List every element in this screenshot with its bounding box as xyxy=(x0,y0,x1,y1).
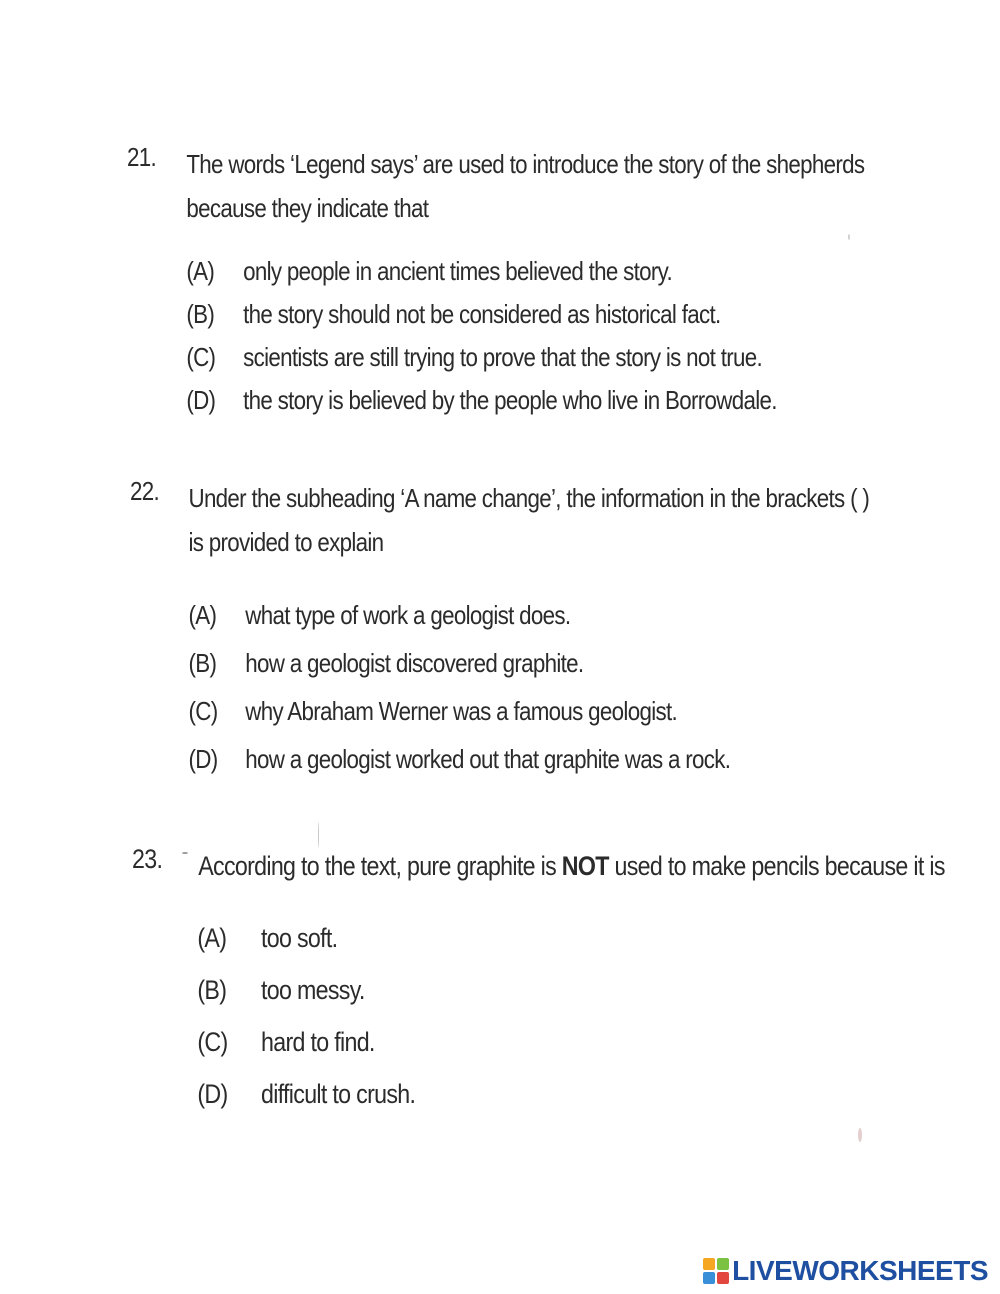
scan-mark xyxy=(858,1128,862,1142)
question-text-start: According to the text, pure graphite is xyxy=(198,851,562,881)
logo-square-br xyxy=(717,1272,729,1284)
liveworksheets-logo-text: LIVEWORKSHEETS xyxy=(732,1255,988,1286)
option-text: scientists are still trying to prove that the story is not true. xyxy=(243,342,763,372)
option-letter: (B) xyxy=(197,975,227,1005)
option-text: only people in ancient times believed the story. xyxy=(243,256,673,286)
scan-mark xyxy=(848,234,850,240)
logo-square-tl xyxy=(703,1258,715,1270)
option-letter: (C) xyxy=(186,342,216,372)
logo-square-tr xyxy=(717,1258,729,1270)
option-text: difficult to crush. xyxy=(261,1079,416,1109)
option-text: the story is believed by the people who live in Borrowdale. xyxy=(243,385,777,415)
question-text: The words ‘Legend says’ are used to introduce the story of the shepherds because they indicate that xyxy=(186,149,865,223)
option-letter: (C) xyxy=(188,696,218,726)
option-letter: (C) xyxy=(197,1027,228,1057)
option-text: hard to find. xyxy=(261,1027,375,1057)
scan-mark xyxy=(318,822,319,848)
option-text: why Abraham Werner was a famous geologist. xyxy=(245,696,678,726)
option-letter: (D) xyxy=(186,385,216,415)
question-text-end: used to make pencils because it is xyxy=(608,851,945,881)
option-text: too soft. xyxy=(261,923,338,953)
question-text xyxy=(198,844,972,888)
option-text: how a geologist discovered graphite. xyxy=(245,648,584,678)
scan-mark xyxy=(182,852,188,854)
option-text: too messy. xyxy=(261,975,365,1005)
logo-square-bl xyxy=(703,1272,715,1284)
option-letter: (D) xyxy=(188,744,218,774)
option-text: what type of work a geologist does. xyxy=(245,600,571,630)
option-letter: (A) xyxy=(197,923,227,953)
option-letter: (B) xyxy=(186,299,215,329)
question-text-emphasis: NOT xyxy=(561,851,609,881)
option-letter: (D) xyxy=(197,1079,228,1109)
question-number: 22. xyxy=(130,476,160,506)
question-number: 23. xyxy=(132,844,163,874)
liveworksheets-logo xyxy=(703,1254,988,1288)
question-number: 21. xyxy=(127,142,157,172)
option-letter: (A) xyxy=(188,600,217,630)
option-text: the story should not be considered as historical fact. xyxy=(243,299,721,329)
option-text: how a geologist worked out that graphite was a rock. xyxy=(245,744,731,774)
option-letter: (A) xyxy=(186,256,215,286)
question-text: Under the subheading ‘A name change’, the information in the brackets ( ) is provided to explain xyxy=(188,483,870,557)
option-letter: (B) xyxy=(188,648,217,678)
liveworksheets-logo-icon xyxy=(703,1258,729,1284)
